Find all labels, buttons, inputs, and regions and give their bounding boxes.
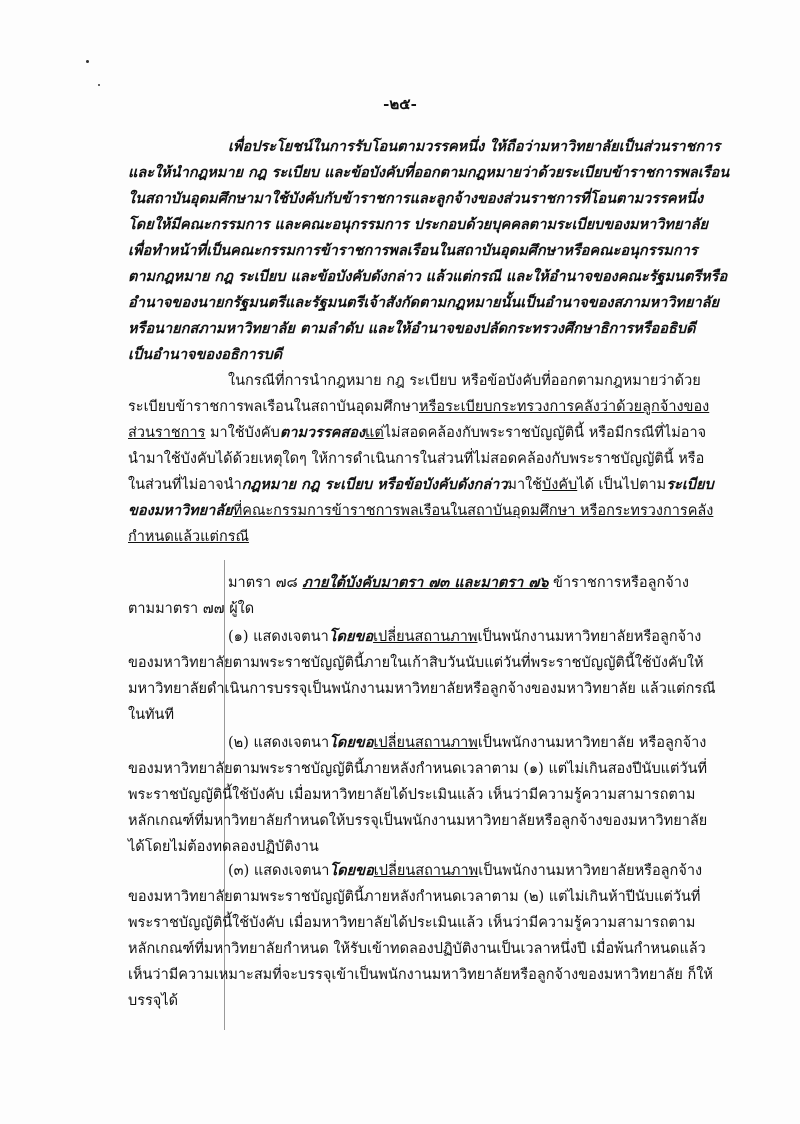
- text-run: เป็นพนักงานมหาวิทยาลัย หรือลูกจ้าง: [477, 735, 707, 751]
- text-line: ตามกฎหมาย กฎ ระเบียบ และข้อบังคับดังกล่าว แล้วแต่กรณี และให้อำนาจของคณะรัฐมนตรีหรือ: [128, 268, 728, 285]
- text-line: ในทันที: [128, 707, 175, 723]
- underlined-text: บังคับ: [542, 477, 578, 493]
- text-line: พระราชบัญญัตินี้ใช้บังคับ เมื่อมหาวิทยาลัยได้ประเมินแล้ว เห็นว่ามีความรู้ความสามารถตาม: [128, 915, 696, 931]
- text-run: ได้ เป็นไปตาม: [577, 477, 667, 493]
- text-line: [128, 858, 703, 884]
- amended-text: กฎหมาย กฎ ระเบียบ หรือข้อบังคับดังกล่าว: [241, 476, 508, 493]
- underlined-text: กำหนดแล้วแต่กรณี: [128, 529, 249, 545]
- text-run: ระเบียบข้าราชการพลเรือนในสถาบันอุดมศึกษา: [128, 399, 420, 415]
- amended-text: ตามวรรคสอง: [279, 424, 365, 441]
- item-3: [128, 858, 713, 1014]
- text-run: ไม่สอดคล้องกับพระราชบัญญัตินี้ หรือมีกรณีที่ไม่อาจ: [383, 425, 707, 441]
- section-78: [128, 570, 698, 622]
- text-line: เป็นอำนาจของอธิการบดี: [128, 346, 283, 363]
- text-line: พระราชบัญญัตินี้ใช้บังคับ เมื่อมหาวิทยาลัยได้ประเมินแล้ว เห็นว่ามีความรู้ความสามารถตาม: [128, 787, 696, 803]
- underlined-text: แต่: [365, 425, 384, 441]
- page-number: -๒๕-: [383, 95, 417, 113]
- text-line: ได้โดยไม่ต้องทดลองปฏิบัติงาน: [128, 839, 319, 855]
- amended-text: ของมหาวิทยาลัย: [128, 502, 233, 519]
- item-2: [128, 730, 708, 860]
- underlined-text: เปลี่ยนสถานภาพ: [373, 629, 478, 645]
- text-line: ในกรณีที่การนำกฎหมาย กฎ ระเบียบ หรือข้อบังคับที่ออกตามกฎหมายว่าด้วย: [228, 373, 701, 389]
- text-line: เห็นว่ามีความเหมาะสมที่จะบรรจุเข้าเป็นพนักงานมหาวิทยาลัยหรือลูกจ้างของมหาวิทยาลัย ก็ให้: [128, 967, 713, 983]
- amended-text: โดยขอ: [329, 734, 374, 751]
- amended-underlined-text: ภายใต้บังคับมาตรา ๗๓ และมาตรา ๗๖: [302, 574, 549, 591]
- text-line: โดยให้มีคณะกรรมการ และคณะอนุกรรมการ ประกอบด้วยบุคคลตามระเบียบของมหาวิทยาลัย: [128, 216, 709, 233]
- text-line: [128, 472, 714, 498]
- text-line: หรือนายกสภามหาวิทยาลัย ตามลำดับ และให้อำนาจของปลัดกระทรวงศึกษาธิการหรืออธิบดี: [128, 320, 696, 337]
- amended-text: ระเบียบ: [666, 476, 714, 493]
- underlined-text: เปลี่ยนสถานภาพ: [373, 863, 479, 879]
- text-line: [128, 730, 707, 756]
- text-line: [128, 420, 707, 446]
- text-line: [128, 394, 710, 420]
- text-line: อำนาจของนายกรัฐมนตรีและรัฐมนตรีเจ้าสังกัดตามกฎหมายนั้นเป็นอำนาจของสภามหาวิทยาลัย: [128, 294, 720, 311]
- scan-speck: [86, 60, 89, 63]
- text-line: มหาวิทยาลัยดำเนินการบรรจุเป็นพนักงานมหาวิทยาลัยหรือลูกจ้างของมหาวิทยาลัย แล้วแต่กรณี: [128, 681, 716, 697]
- item-1: [128, 624, 716, 728]
- text-line: [128, 624, 702, 650]
- text-line: ตามมาตรา ๗๗ ผู้ใด: [128, 601, 255, 617]
- amended-text: โดยขอ: [329, 862, 374, 879]
- text-line: ของมหาวิทยาลัยตามพระราชบัญญัตินี้ภายหลังกำหนดเวลาตาม (๒) แต่ไม่เกินห้าปีนับแต่วันที่: [128, 889, 701, 905]
- text-line: และให้นำกฎหมาย กฎ ระเบียบ และข้อบังคับที่ออกตามกฎหมายว่าด้วยระเบียบข้าราชการพลเรือน: [128, 164, 730, 181]
- text-run: (๒) แสดงเจตนา: [228, 735, 330, 751]
- text-line: [128, 498, 714, 524]
- text-run: มาใช้บังคับ: [205, 425, 280, 441]
- text-run: เป็นพนักงานมหาวิทยาลัยหรือลูกจ้าง: [477, 629, 702, 645]
- text-run: (๑) แสดงเจตนา: [228, 629, 329, 645]
- underlined-text: เปลี่ยนสถานภาพ: [373, 735, 478, 751]
- text-line: [128, 524, 698, 550]
- text-run: มาใช้: [507, 477, 543, 493]
- text-run: เป็นพนักงานมหาวิทยาลัยหรือลูกจ้าง: [478, 863, 703, 879]
- underlined-text: ที่คณะกรรมการข้าราชการพลเรือนในสถาบันอุดมศึกษา หรือกระทรวงการคลัง: [232, 503, 714, 519]
- paragraph-exception: [128, 368, 714, 550]
- text-run: (๓) แสดงเจตนา: [228, 863, 330, 879]
- text-line: หลักเกณฑ์ที่มหาวิทยาลัยกำหนดให้บรรจุเป็นพนักงานมหาวิทยาลัยหรือลูกจ้างของมหาวิทยาลัย: [128, 813, 708, 829]
- text-line: [128, 570, 698, 596]
- text-line: ของมหาวิทยาลัยตามพระราชบัญญัตินี้ภายหลังกำหนดเวลาตาม (๑) แต่ไม่เกินสองปีนับแต่วันที่: [128, 761, 708, 777]
- text-line: บรรจุได้: [128, 993, 178, 1009]
- text-run: ข้าราชการหรือลูกจ้าง: [548, 575, 690, 591]
- text-line: ของมหาวิทยาลัยตามพระราชบัญญัตินี้ภายในเก้าสิบวันนับแต่วันที่พระราชบัญญัตินี้ใช้บังคับให้: [128, 655, 704, 671]
- scan-speck: [98, 84, 100, 86]
- underlined-text: ส่วนราชการ: [128, 425, 206, 441]
- text-line: นำมาใช้บังคับได้ด้วยเหตุใดๆ ให้การดำเนินการในส่วนที่ไม่สอดคล้องกับพระราชบัญญัตินี้ หรือ: [128, 451, 705, 467]
- underlined-text: หรือระเบียบกระทรวงการคลังว่าด้วยลูกจ้างของ: [419, 399, 710, 415]
- text-line: เพื่อทำหน้าที่เป็นคณะกรรมการข้าราชการพลเรือนในสถาบันอุดมศึกษาหรือคณะอนุกรรมการ: [128, 242, 698, 259]
- amended-paragraph: [128, 134, 730, 368]
- text-line: ในสถาบันอุดมศึกษามาใช้บังคับกับข้าราชการและลูกจ้างของส่วนราชการที่โอนตามวรรคหนึ่ง: [128, 190, 704, 207]
- text-line: เพื่อประโยชน์ในการรับโอนตามวรรคหนึ่ง ให้ถือว่ามหาวิทยาลัยเป็นส่วนราชการ: [228, 138, 721, 155]
- text-line: หลักเกณฑ์ที่มหาวิทยาลัยกำหนด ให้รับเข้าทดลองปฏิบัติงานเป็นเวลาหนึ่งปี เมื่อพ้นกำหนดแล้ว: [128, 941, 706, 957]
- amended-text: โดยขอ: [328, 628, 374, 645]
- text-run: ในส่วนที่ไม่อาจนำ: [128, 477, 242, 493]
- section-number: มาตรา ๗๘: [228, 575, 303, 591]
